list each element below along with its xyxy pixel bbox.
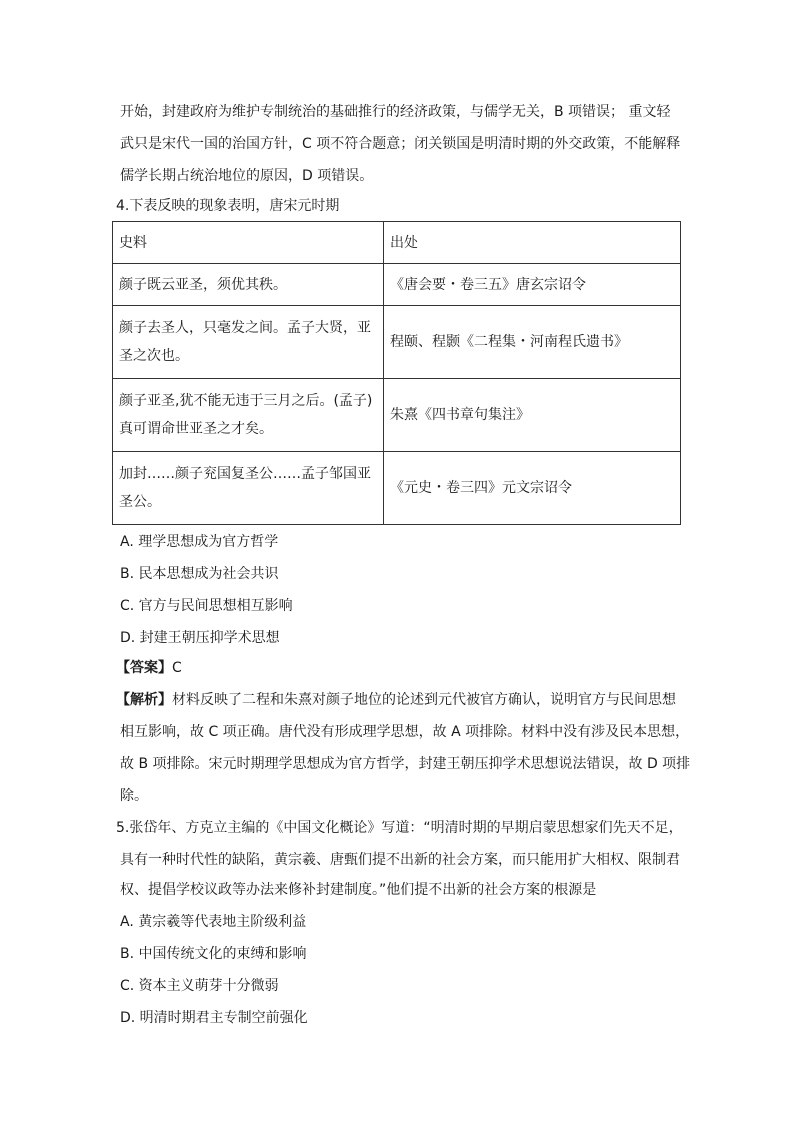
table-row bbox=[113, 264, 681, 306]
table-cell-source: 颜子去圣人，只毫发之间。孟子大贤，亚圣之次也。 bbox=[113, 306, 384, 379]
table-row bbox=[113, 379, 681, 452]
analysis-label: 【解析】 bbox=[116, 692, 172, 708]
table-cell-origin: 《元史・卷三四》元文宗诏令 bbox=[384, 452, 681, 525]
table-row bbox=[113, 452, 681, 525]
analysis-line bbox=[116, 690, 676, 710]
question-5-stem-line: 权、提倡学校议政等办法来修补封建制度。”他们提不出新的社会方案的根源是 bbox=[120, 882, 597, 898]
question-5-stem-line: 5.张岱年、方克立主编的《中国文化概论》写道：“明清时期的早期启蒙思想家们先天不足， bbox=[116, 820, 683, 836]
table-cell-origin: 程颐、程颢《二程集・河南程氏遗书》 bbox=[384, 306, 681, 379]
table-cell-source: 加封……颜子兖国复圣公……孟子邹国亚圣公。 bbox=[113, 452, 384, 525]
question-5-option-a: A. 黄宗羲等代表地主阶级利益 bbox=[120, 914, 307, 930]
question-4-option-c: C. 官方与民间思想相互影响 bbox=[120, 598, 293, 614]
table-header-origin: 出处 bbox=[384, 222, 681, 264]
table-cell-source: 颜子既云亚圣，须优其秩。 bbox=[113, 264, 384, 306]
analysis-line: 故 B 项排除。宋元时期理学思想成为官方哲学，封建王朝压抑学术思想说法错误，故 D 项排 bbox=[120, 756, 691, 772]
table-cell-origin: 朱熹《四书章句集注》 bbox=[384, 379, 681, 452]
question-4-option-d: D. 封建王朝压抑学术思想 bbox=[120, 630, 280, 646]
table-cell-origin: 《唐会要・卷三五》唐玄宗诏令 bbox=[384, 264, 681, 306]
question-5-option-b: B. 中国传统文化的束缚和影响 bbox=[120, 946, 307, 962]
prev-analysis-line: 儒学长期占统治地位的原因，D 项错误。 bbox=[120, 168, 374, 184]
prev-analysis-line: 武只是宋代一国的治国方针，C 项不符合题意；闭关锁国是明清时期的外交政策，不能解释 bbox=[120, 136, 681, 152]
analysis-text: 材料反映了二程和朱熹对颜子地位的论述到元代被官方确认，说明官方与民间思想 bbox=[172, 692, 676, 708]
analysis-line: 除。 bbox=[120, 788, 148, 804]
question-4-stem: 4.下表反映的现象表明，唐宋元时期 bbox=[116, 198, 340, 214]
table-header-source: 史料 bbox=[113, 222, 384, 264]
question-4-option-b: B. 民本思想成为社会共识 bbox=[120, 566, 279, 582]
table-cell-source: 颜子亚圣,犹不能无违于三月之后。(孟子)真可谓命世亚圣之才矣。 bbox=[113, 379, 384, 452]
table-row bbox=[113, 306, 681, 379]
source-table bbox=[112, 221, 681, 525]
answer-label: 【答案】 bbox=[116, 660, 172, 676]
table-header-row bbox=[113, 222, 681, 264]
answer-value: C bbox=[172, 660, 182, 676]
question-5-option-d: D. 明清时期君主专制空前强化 bbox=[120, 1010, 308, 1026]
question-5-option-c: C. 资本主义萌芽十分微弱 bbox=[120, 978, 279, 994]
question-4-option-a: A. 理学思想成为官方哲学 bbox=[120, 534, 279, 550]
question-5-stem-line: 具有一种时代性的缺陷，黄宗羲、唐甄们提不出新的社会方案，而只能用扩大相权、限制君 bbox=[120, 852, 680, 868]
answer-line bbox=[116, 658, 182, 678]
analysis-line: 相互影响，故 C 项正确。唐代没有形成理学思想，故 A 项排除。材料中没有涉及民本思想， bbox=[120, 724, 690, 740]
prev-analysis-line: 开始，封建政府为维护专制统治的基础推行的经济政策，与儒学无关，B 项错误； 重文轻 bbox=[120, 104, 671, 120]
